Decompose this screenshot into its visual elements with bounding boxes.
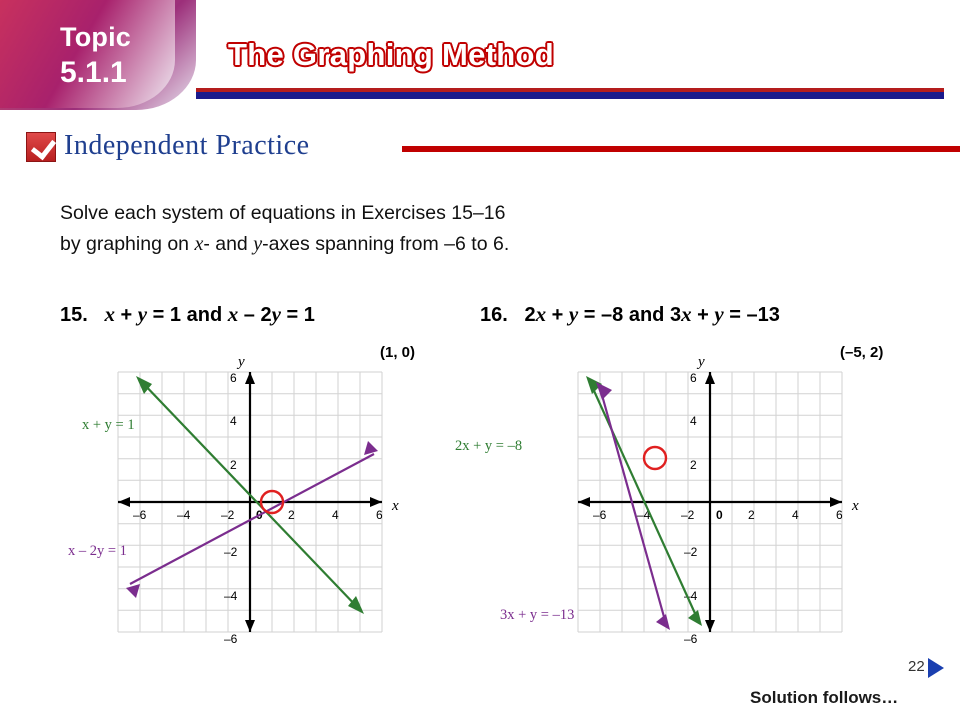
svg-text:–2: –2	[681, 508, 695, 522]
svg-text:–4: –4	[224, 589, 238, 603]
instructions-line-1-text: Solve each system of equations in Exercises 15–16	[60, 202, 506, 224]
svg-text:–6: –6	[224, 632, 238, 646]
svg-text:6: 6	[690, 371, 697, 385]
graph-exercise-16	[548, 352, 878, 652]
check-icon	[26, 132, 56, 162]
header-rule	[196, 92, 944, 99]
solution-follows-text: Solution follows…	[750, 688, 899, 707]
exercise-15-heading: 15. x + y = 1 and x – 2y = 1	[60, 302, 315, 326]
exercise-16-answer: (–5, 2)	[840, 344, 884, 361]
graph-15-svg	[88, 352, 418, 652]
svg-text:2: 2	[288, 508, 295, 522]
topic-badge-inner	[0, 0, 175, 108]
section-rule	[402, 146, 960, 152]
instructions-line-1	[60, 198, 900, 229]
topic-badge	[0, 0, 196, 110]
exercise-16-heading: 16. 2x + y = –8 and 3x + y = –13	[480, 302, 780, 326]
svg-text:2: 2	[690, 458, 697, 472]
svg-text:–4: –4	[637, 508, 651, 522]
svg-text:–6: –6	[684, 632, 698, 646]
svg-text:y: y	[238, 354, 245, 370]
svg-text:4: 4	[792, 508, 799, 522]
graph-exercise-15	[88, 352, 418, 652]
graph-15-label-green: x + y = 1	[82, 417, 135, 433]
graph-16-svg	[548, 352, 878, 652]
svg-text:–4: –4	[177, 508, 191, 522]
graph-16-label-purple: 3x + y = –13	[500, 607, 575, 623]
page-title: The Graphing Method	[228, 37, 555, 72]
instructions	[60, 198, 900, 260]
section-title: Independent Practice	[64, 130, 310, 161]
svg-text:x: x	[852, 498, 859, 514]
svg-text:–6: –6	[133, 508, 147, 522]
exercise-15-answer: (1, 0)	[380, 344, 416, 361]
next-arrow-icon[interactable]	[928, 658, 944, 678]
check-icon-mark	[31, 134, 56, 161]
topic-number: 5.1.1	[60, 56, 127, 89]
header	[0, 0, 960, 110]
svg-text:2: 2	[230, 458, 237, 472]
svg-text:6: 6	[376, 508, 383, 522]
section-header	[20, 126, 944, 170]
exercise-16-number: 16.	[480, 304, 508, 326]
svg-text:–2: –2	[224, 545, 238, 559]
svg-text:4: 4	[690, 414, 697, 428]
svg-text:x: x	[392, 498, 399, 514]
svg-text:4: 4	[230, 414, 237, 428]
svg-text:2: 2	[748, 508, 755, 522]
graph-16-label-green: 2x + y = –8	[455, 438, 523, 454]
svg-text:4: 4	[332, 508, 339, 522]
svg-text:–6: –6	[593, 508, 607, 522]
svg-text:6: 6	[836, 508, 843, 522]
instructions-line-2-c: -axes spanning from –6 to 6.	[262, 233, 510, 255]
exercise-15-number: 15.	[60, 304, 88, 326]
svg-text:y: y	[698, 354, 705, 370]
svg-text:–2: –2	[221, 508, 235, 522]
svg-text:6: 6	[230, 371, 237, 385]
svg-text:0: 0	[256, 508, 263, 522]
instructions-var-x: x	[194, 233, 204, 255]
instructions-line-2-a: by graphing on	[60, 233, 195, 255]
topic-label: Topic	[60, 22, 131, 52]
svg-text:–2: –2	[684, 545, 698, 559]
instructions-line-2	[60, 229, 900, 260]
svg-text:–4: –4	[684, 589, 698, 603]
svg-text:0: 0	[716, 508, 723, 522]
instructions-line-2-b: - and	[203, 233, 254, 255]
page-number: 22	[908, 658, 925, 675]
instructions-var-y: y	[253, 233, 263, 255]
graph-15-label-purple: x – 2y = 1	[68, 543, 127, 559]
